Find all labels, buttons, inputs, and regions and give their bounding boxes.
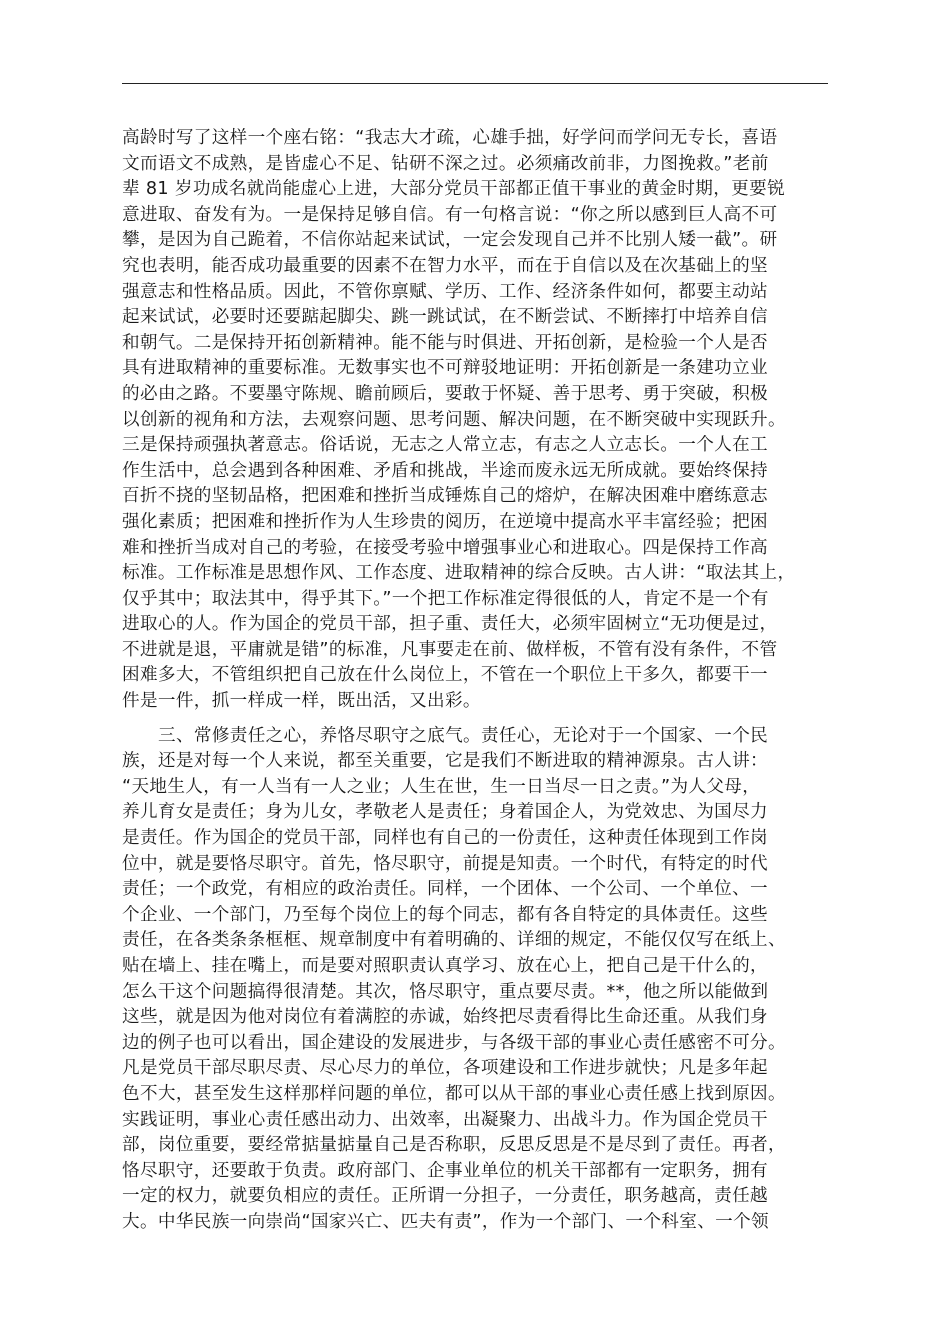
text-line: 实践证明，事业心责任感出动力、出效率，出凝聚力、出战斗力。作为国企党员干 — [122, 1109, 768, 1130]
document-body — [122, 126, 838, 1236]
text-line: 攀，是因为自己跪着，不信你站起来试试，一定会发现自己并不比别人矮一截”。研 — [122, 230, 778, 251]
text-line: 一定的权力，就要负相应的责任。正所谓一分担子，一分责任，职务越高，责任越 — [122, 1186, 768, 1207]
text-line: 件是一件，抓一样成一样，既出活，又出彩。 — [122, 691, 481, 712]
text-line: 以创新的视角和方法，去观察问题、思考问题、解决问题，在不断突破中实现跃升。 — [122, 409, 786, 430]
text-line: 恪尽职守，还要敢于负责。政府部门、企事业单位的机关干部都有一定职务，拥有 — [122, 1160, 768, 1181]
text-line: 的必由之路。不要墨守陈规、瞻前顾后，要敢于怀疑、善于思考、勇于突破，积极 — [122, 383, 768, 404]
text-line: 族，还是对每一个人来说，都至关重要，它是我们不断进取的精神源泉。古人讲： — [122, 751, 768, 772]
text-line: 究也表明，能否成功最重要的因素不在智力水平，而在于自信以及在次基础上的坚 — [122, 255, 768, 276]
text-line: 责任；一个政党，有相应的政治责任。同样，一个团体、一个公司、一个单位、一 — [122, 879, 768, 900]
text-line: 是责任。作为国企的党员干部，同样也有自己的一份责任，这种责任体现到工作岗 — [122, 828, 768, 849]
text-line: 辈 81 岁功成名就尚能虚心上进，大部分党员干部都正值干事业的黄金时期，更要锐 — [122, 179, 786, 200]
paragraph-responsibility — [122, 724, 838, 1236]
text-line: 怎么干这个问题搞得很清楚。其次，恪尽职守，重点要尽责。**，他之所以能做到 — [122, 981, 769, 1002]
paragraph-spacing — [122, 715, 838, 724]
header-rule — [122, 83, 828, 84]
text-line: 这些，就是因为他对岗位有着满腔的赤诚，始终把尽责看得比生命还重。从我们身 — [122, 1007, 768, 1028]
text-line: 责任，在各类条条框框、规章制度中有着明确的、详细的规定，不能仅仅写在纸上、 — [122, 930, 786, 951]
text-line: 养儿育女是责任；身为儿女，孝敬老人是责任；身着国企人，为党效忠、为国尽力 — [122, 802, 768, 823]
text-line: 个企业、一个部门，乃至每个岗位上的每个同志，都有各自特定的具体责任。这些 — [122, 904, 768, 925]
text-line: 和朝气。二是保持开拓创新精神。能不能与时俱进、开拓创新，是检验一个人是否 — [122, 332, 768, 353]
text-line: 文而语文不成熟，是皆虚心不足、钻研不深之过。必须痛改前非，力图挽救。”老前 — [122, 153, 769, 174]
text-line: 强意志和性格品质。因此，不管你禀赋、学历、工作、经济条件如何，都要主动站 — [122, 281, 768, 302]
text-line: 边的例子也可以看出，国企建设的发展进步，与各级干部的事业心责任感密不可分。 — [122, 1032, 786, 1053]
text-line: 起来试试，必要时还要踮起脚尖、跳一跳试试，在不断尝试、不断摔打中培养自信 — [122, 307, 768, 328]
text-line: 凡是党员干部尽职尽责、尽心尽力的单位，各项建设和工作进步就快；凡是多年起 — [122, 1058, 768, 1079]
text-line: 作生活中，总会遇到各种困难、矛盾和挑战，半途而废永远无所成就。要始终保持 — [122, 460, 768, 481]
text-line: 强化素质；把困难和挫折作为人生珍贵的阅历，在逆境中提高水平丰富经验；把困 — [122, 511, 768, 532]
text-line: 标准。工作标准是思想作风、工作态度、进取精神的综合反映。古人讲：“取法其上， — [122, 563, 796, 584]
text-line: 困难多大，不管组织把自己放在什么岗位上，不管在一个职位上干多久，都要干一 — [122, 665, 768, 686]
text-line: 意进取、奋发有为。一是保持足够自信。有一句格言说：“你之所以感到巨人高不可 — [122, 204, 778, 225]
text-line: 大。中华民族一向崇尚“国家兴亡、匹夫有责”，作为一个部门、一个科室、一个领 — [122, 1211, 769, 1232]
text-line: 部，岗位重要，要经常掂量掂量自己是否称职，反思反思是不是尽到了责任。再者， — [122, 1135, 786, 1156]
text-line: 三、常修责任之心，养恪尽职守之底气。责任心，无论对于一个国家、一个民 — [158, 725, 769, 746]
text-line: 具有进取精神的重要标准。无数事实也不可辩驳地证明：开拓创新是一条建功立业 — [122, 358, 768, 379]
text-line: 位中，就是要恪尽职守。首先，恪尽职守，前提是知责。一个时代，有特定的时代 — [122, 853, 768, 874]
text-line: 进取心的人。作为国企的党员干部，担子重、责任大，必须牢固树立“无功便是过， — [122, 614, 778, 635]
text-line: 贴在墙上、挂在嘴上，而是要对照职责认真学习、放在心上，把自己是干什么的， — [122, 956, 768, 976]
text-line: “天地生人，有一人当有一人之业；人生在世，生一日当尽一日之责。”为人父母， — [122, 776, 761, 797]
text-line: 不进就是退，平庸就是错”的标准，凡事要走在前、做样板，不管有没有条件，不管 — [122, 639, 778, 660]
paragraph-self-confidence — [122, 126, 838, 715]
text-line: 仅乎其中；取法其中，得乎其下。”一个把工作标准定得很低的人，肯定不是一个有 — [122, 588, 769, 609]
text-line: 色不大，甚至发生这样那样问题的单位，都可以从干部的事业心责任感上找到原因。 — [122, 1083, 786, 1104]
text-line: 三是保持顽强执著意志。俗话说，无志之人常立志，有志之人立志长。一个人在工 — [122, 435, 768, 456]
text-line: 高龄时写了这样一个座右铭：“我志大才疏，心雄手拙，好学问而学问无专长，喜语 — [122, 128, 778, 148]
text-line: 难和挫折当成对自己的考验，在接受考验中增强事业心和进取心。四是保持工作高 — [122, 537, 768, 558]
text-line: 百折不挠的坚韧品格，把困难和挫折当成锤炼自己的熔炉，在解决困难中磨练意志 — [122, 486, 768, 507]
